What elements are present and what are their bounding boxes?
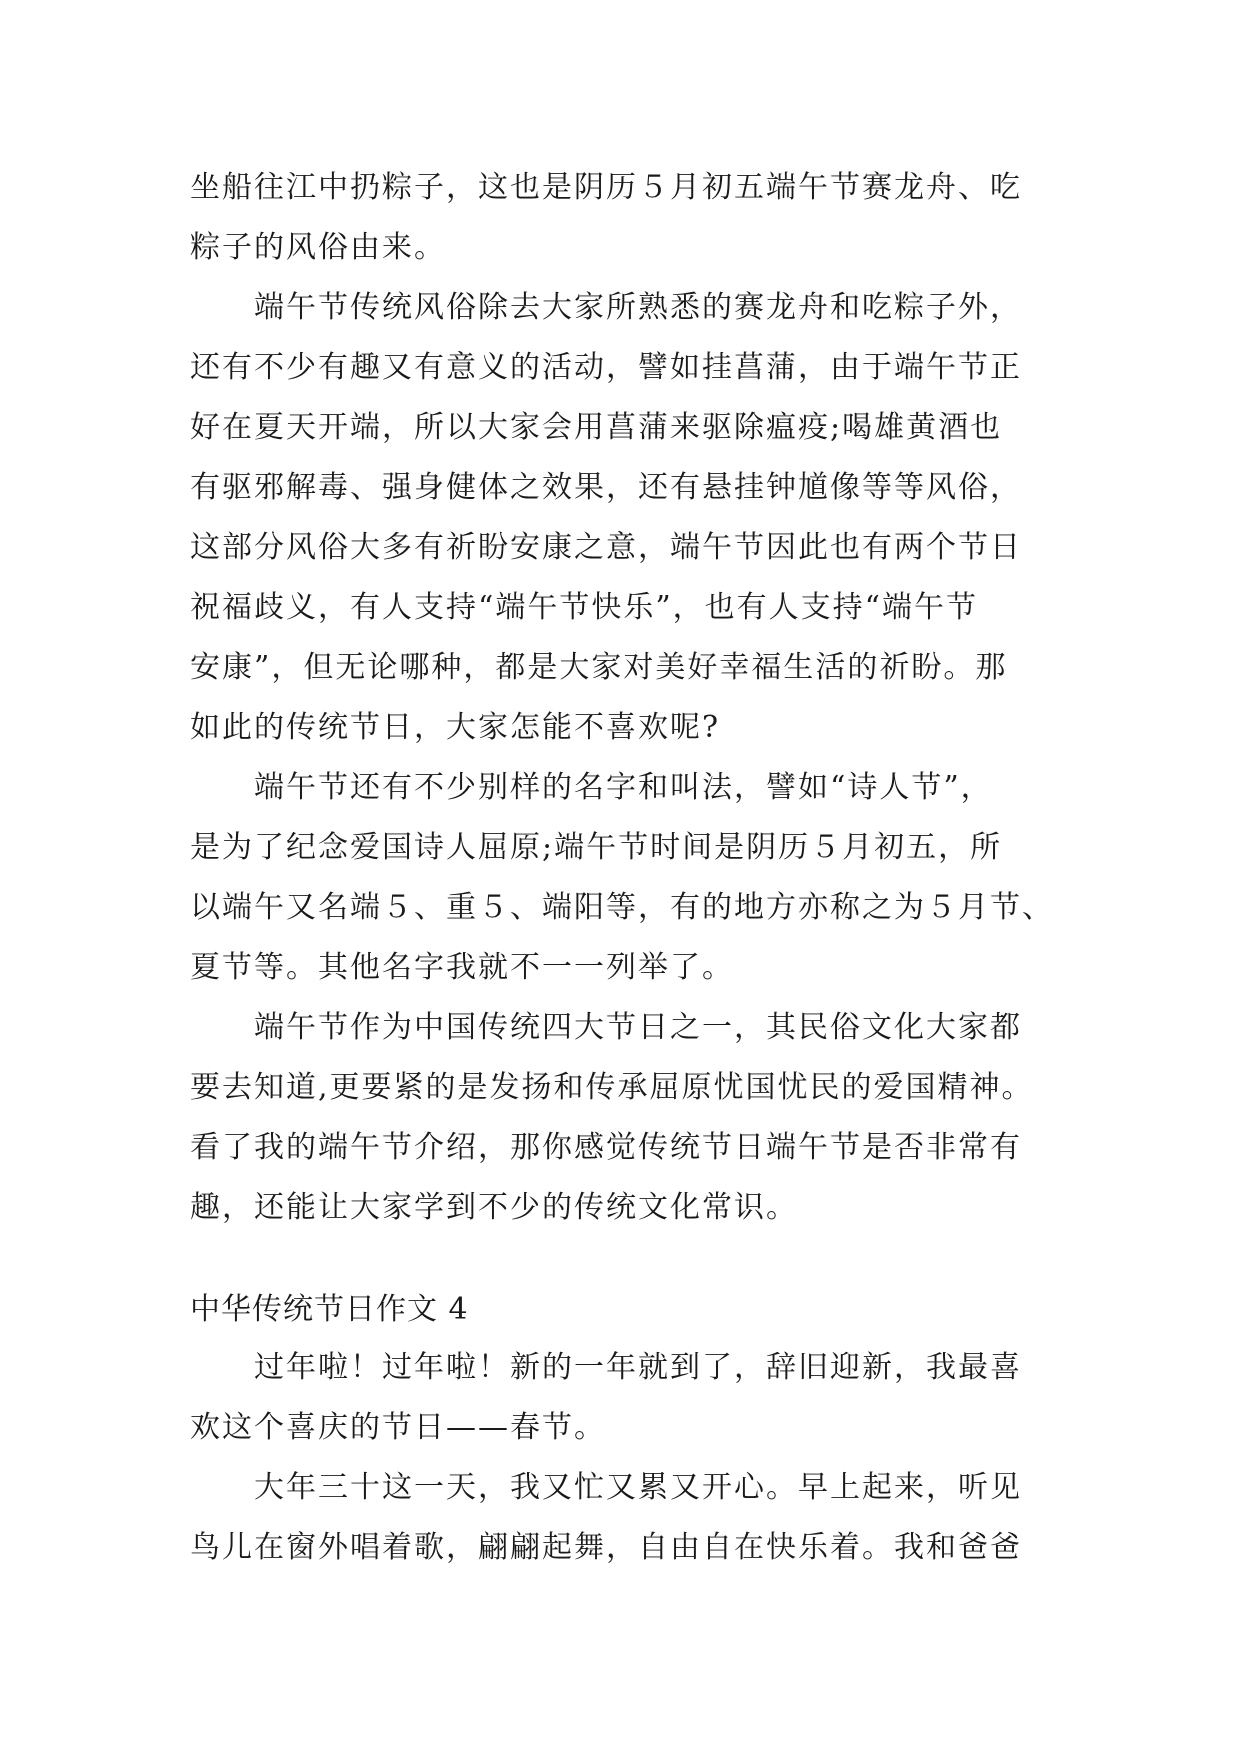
paragraph-line: 夏节等。其他名字我就不一一列举了。 xyxy=(190,950,734,985)
paragraph-line: 以端午又名端５、重５、端阳等，有的地方亦称之为５月节、 xyxy=(190,890,1054,925)
paragraph-line: 看了我的端午节介绍，那你感觉传统节日端午节是否非常有 xyxy=(190,1130,1022,1165)
paragraph-line: 端午节传统风俗除去大家所熟悉的赛龙舟和吃粽子外， xyxy=(254,290,1022,325)
paragraph-line: 好在夏天开端，所以大家会用菖蒲来驱除瘟疫;喝雄黄酒也 xyxy=(190,410,1003,445)
paragraph-line: 如此的传统节日，大家怎能不喜欢呢? xyxy=(190,710,721,745)
paragraph-line: 过年啦！过年啦！新的一年就到了，辞旧迎新，我最喜 xyxy=(254,1350,1022,1385)
paragraph-line: 大年三十这一天，我又忙又累又开心。早上起来，听见 xyxy=(254,1470,1022,1505)
paragraph-line: 端午节作为中国传统四大节日之一，其民俗文化大家都 xyxy=(254,1010,1022,1045)
paragraph-line: 欢这个喜庆的节日——春节。 xyxy=(190,1410,606,1445)
paragraph-line: 祝福歧义，有人支持“端午节快乐”，也有人支持“端午节 xyxy=(190,590,979,625)
paragraph-line: 有驱邪解毒、强身健体之效果，还有悬挂钟馗像等等风俗， xyxy=(190,470,1022,505)
paragraph-line: 还有不少有趣又有意义的活动，譬如挂菖蒲，由于端午节正 xyxy=(190,350,1022,385)
paragraph-line: 这部分风俗大多有祈盼安康之意，端午节因此也有两个节日 xyxy=(190,530,1022,565)
paragraph-line: 端午节还有不少别样的名字和叫法，譬如“诗人节”， xyxy=(254,770,993,805)
paragraph-line: 趣，还能让大家学到不少的传统文化常识。 xyxy=(190,1190,798,1225)
section-heading: 中华传统节日作文 4 xyxy=(190,1292,469,1327)
paragraph-line: 是为了纪念爱国诗人屈原;端午节时间是阴历５月初五，所 xyxy=(190,830,1003,865)
paragraph-line: 粽子的风俗由来。 xyxy=(190,230,446,265)
paragraph-line: 安康”，但无论哪种，都是大家对美好幸福生活的祈盼。那 xyxy=(190,650,1008,685)
paragraph-line: 要去知道,更要紧的是发扬和传承屈原忧国忧民的爱国精神。 xyxy=(190,1070,1034,1105)
paragraph-line: 坐船往江中扔粽子，这也是阴历５月初五端午节赛龙舟、吃 xyxy=(190,170,1022,205)
paragraph-line: 鸟儿在窗外唱着歌，翩翩起舞，自由自在快乐着。我和爸爸 xyxy=(190,1530,1022,1565)
